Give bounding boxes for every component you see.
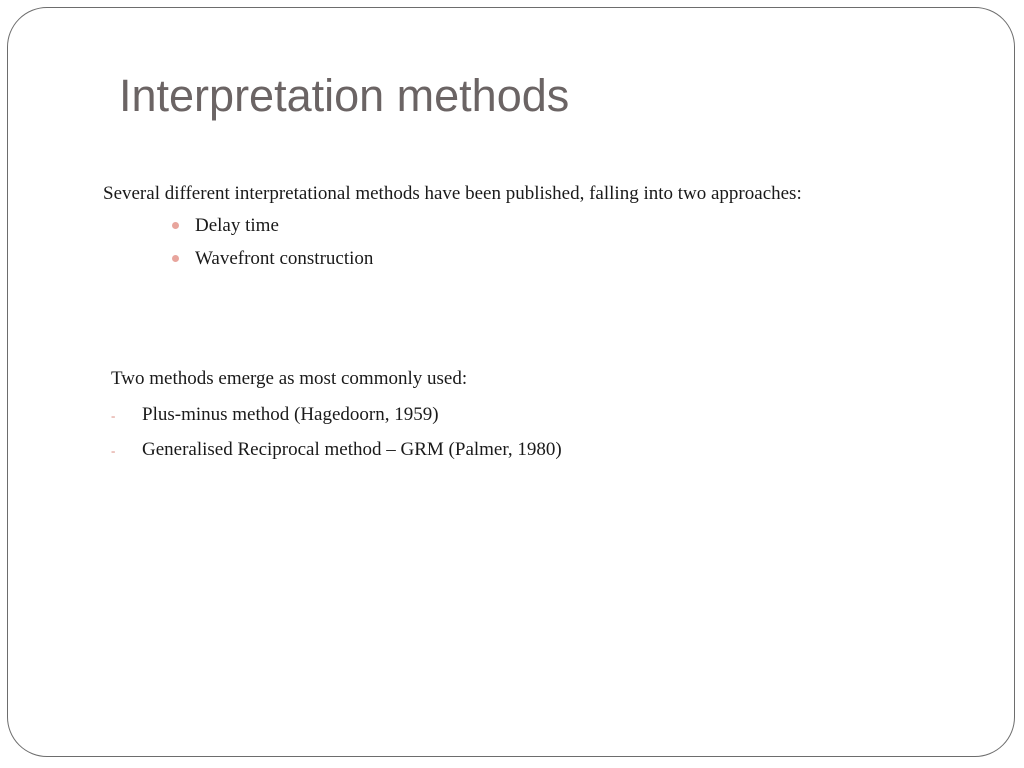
approach-label: Wavefront construction: [195, 248, 374, 269]
slide-title: Interpretation methods: [119, 70, 570, 121]
methods-intro: Two methods emerge as most commonly used:: [111, 368, 468, 389]
approaches-intro: Several different interpretational methods have been published, falling into two approaches:: [103, 183, 802, 204]
slide-frame: [7, 7, 1015, 757]
dash-icon: -: [111, 443, 116, 458]
method-label: Generalised Reciprocal method – GRM (Palmer, 1980): [142, 439, 562, 460]
bullet-icon: [172, 255, 179, 262]
method-label: Plus-minus method (Hagedoorn, 1959): [142, 404, 439, 425]
bullet-icon: [172, 222, 179, 229]
dash-icon: -: [111, 408, 116, 423]
approach-label: Delay time: [195, 215, 279, 236]
